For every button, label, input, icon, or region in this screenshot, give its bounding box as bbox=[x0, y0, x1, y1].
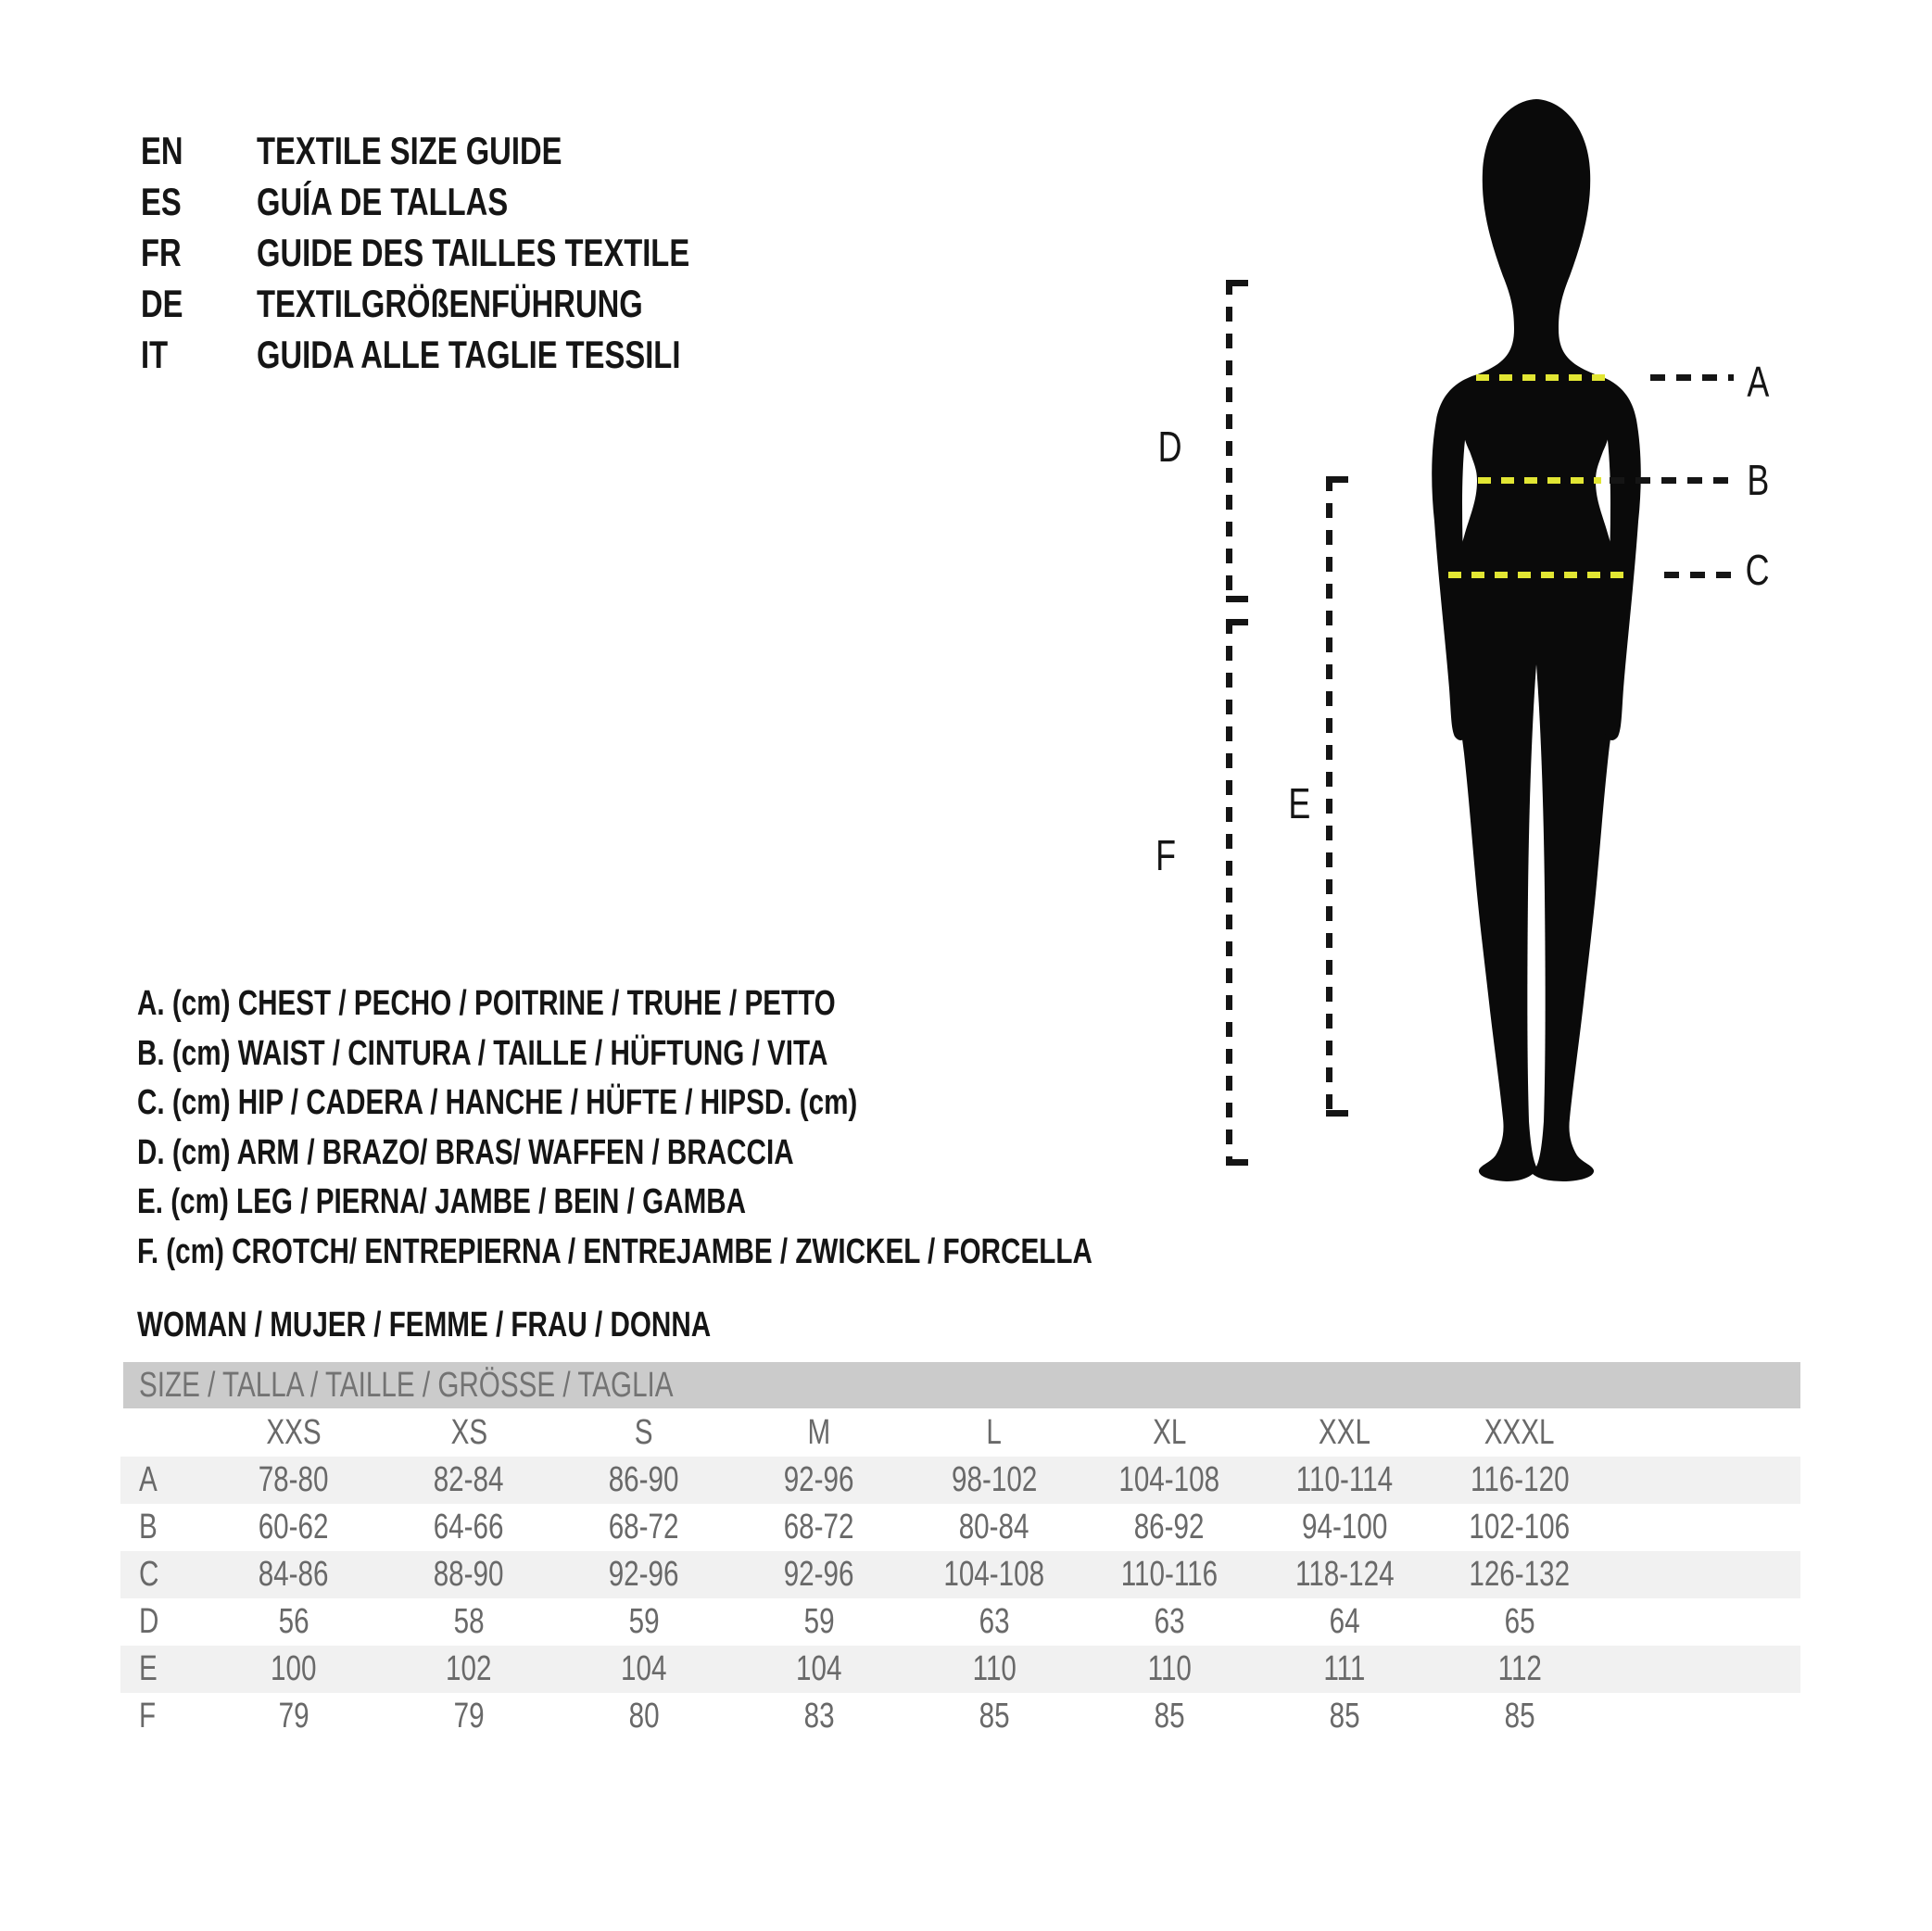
language-code: IT bbox=[141, 333, 169, 376]
legend-crotch: F. (cm) CROTCH/ ENTREPIERNA / ENTREJAMBE / ZWICKEL / FORCELLA bbox=[137, 1232, 1092, 1271]
table-cell: 112 bbox=[1497, 1649, 1542, 1688]
crotch-measure-line bbox=[1226, 619, 1232, 1166]
waist-leader-line bbox=[1610, 477, 1732, 484]
table-cell: 78-80 bbox=[259, 1460, 329, 1499]
leg-measure-bottom-tick bbox=[1326, 1110, 1348, 1117]
column-header: S bbox=[635, 1413, 653, 1452]
arm-measure-bottom-tick bbox=[1226, 596, 1248, 602]
table-cell: 104-108 bbox=[1118, 1460, 1220, 1499]
hip-leader-line bbox=[1664, 572, 1733, 578]
leg-measure-top-tick bbox=[1326, 476, 1348, 483]
table-cell: 86-90 bbox=[609, 1460, 679, 1499]
table-cell: 80 bbox=[628, 1697, 660, 1735]
table-cell: 84-86 bbox=[259, 1555, 329, 1594]
table-cell: 85 bbox=[1154, 1697, 1185, 1735]
chest-measure-line-yellow bbox=[1476, 374, 1615, 381]
table-cell: 100 bbox=[271, 1649, 317, 1688]
table-cell: 82-84 bbox=[434, 1460, 504, 1499]
table-cell: 118-124 bbox=[1294, 1555, 1395, 1594]
column-header: XXXL bbox=[1484, 1413, 1555, 1452]
table-cell: 111 bbox=[1323, 1649, 1366, 1688]
table-cell: 126-132 bbox=[1469, 1555, 1571, 1594]
table-cell: 104 bbox=[621, 1649, 667, 1688]
column-header: XS bbox=[450, 1413, 487, 1452]
marker-e: E bbox=[1288, 779, 1310, 827]
table-cell: 64 bbox=[1329, 1602, 1360, 1641]
table-row bbox=[120, 1551, 1800, 1598]
table-cell: 102-106 bbox=[1469, 1508, 1571, 1546]
table-cell: 86-92 bbox=[1134, 1508, 1205, 1546]
legend-waist: B. (cm) WAIST / CINTURA / TAILLE / HÜFTUNG / VITA bbox=[137, 1034, 828, 1073]
table-cell: 83 bbox=[803, 1697, 835, 1735]
table-cell: 85 bbox=[1504, 1697, 1535, 1735]
gender-title: WOMAN / MUJER / FEMME / FRAU / DONNA bbox=[137, 1306, 712, 1344]
table-cell: 79 bbox=[453, 1697, 485, 1735]
arm-measure-line bbox=[1226, 280, 1232, 602]
table-cell: 59 bbox=[628, 1602, 660, 1641]
table-cell: 68-72 bbox=[609, 1508, 679, 1546]
row-label: E bbox=[139, 1649, 158, 1688]
table-cell: 92-96 bbox=[609, 1555, 679, 1594]
row-label: B bbox=[139, 1508, 158, 1546]
table-row bbox=[120, 1598, 1800, 1646]
language-code: DE bbox=[141, 282, 183, 325]
table-cell: 63 bbox=[979, 1602, 1010, 1641]
table-cell: 116-120 bbox=[1470, 1460, 1570, 1499]
table-cell: 65 bbox=[1504, 1602, 1535, 1641]
waist-measure-line-yellow bbox=[1478, 477, 1601, 484]
language-code: EN bbox=[141, 129, 183, 172]
table-row bbox=[120, 1646, 1800, 1693]
table-cell: 68-72 bbox=[784, 1508, 854, 1546]
marker-f: F bbox=[1155, 831, 1176, 879]
table-cell: 110-114 bbox=[1295, 1460, 1394, 1499]
crotch-measure-bottom-tick bbox=[1226, 1159, 1248, 1166]
table-cell: 63 bbox=[1154, 1602, 1185, 1641]
column-header: L bbox=[986, 1413, 1003, 1452]
chest-leader-line bbox=[1650, 374, 1734, 381]
language-title: TEXTILE SIZE GUIDE bbox=[257, 129, 562, 172]
crotch-measure-top-tick bbox=[1226, 619, 1248, 625]
table-cell: 88-90 bbox=[434, 1555, 504, 1594]
table-cell: 98-102 bbox=[951, 1460, 1038, 1499]
language-code: FR bbox=[141, 231, 182, 274]
column-header: XXL bbox=[1318, 1413, 1371, 1452]
marker-d: D bbox=[1158, 423, 1182, 471]
table-cell: 60-62 bbox=[259, 1508, 329, 1546]
marker-a: A bbox=[1747, 358, 1769, 406]
woman-silhouette bbox=[1427, 97, 1668, 1181]
table-cell: 94-100 bbox=[1301, 1508, 1388, 1546]
table-cell: 64-66 bbox=[434, 1508, 504, 1546]
language-title: GUÍA DE TALLAS bbox=[257, 180, 509, 223]
marker-c: C bbox=[1746, 546, 1770, 594]
marker-b: B bbox=[1747, 456, 1769, 504]
table-cell: 102 bbox=[446, 1649, 492, 1688]
leg-measure-line bbox=[1326, 476, 1332, 1117]
column-header: XL bbox=[1152, 1413, 1187, 1452]
arm-measure-top-tick bbox=[1226, 280, 1248, 286]
column-header: XXS bbox=[266, 1413, 322, 1452]
table-cell: 92-96 bbox=[784, 1460, 854, 1499]
table-cell: 104 bbox=[796, 1649, 842, 1688]
row-label: D bbox=[139, 1602, 159, 1641]
table-cell: 80-84 bbox=[959, 1508, 1029, 1546]
table-cell: 79 bbox=[278, 1697, 309, 1735]
table-cell: 85 bbox=[1329, 1697, 1360, 1735]
row-label: A bbox=[139, 1460, 158, 1499]
table-column-header-row bbox=[120, 1409, 1800, 1457]
legend-leg: E. (cm) LEG / PIERNA/ JAMBE / BEIN / GAMBA bbox=[137, 1182, 747, 1221]
table-cell: 110 bbox=[972, 1649, 1017, 1688]
table-cell: 110 bbox=[1147, 1649, 1192, 1688]
table-row bbox=[120, 1504, 1800, 1551]
hip-measure-line-yellow bbox=[1448, 572, 1624, 578]
language-title: GUIDE DES TAILLES TEXTILE bbox=[257, 231, 690, 274]
language-title: GUIDA ALLE TAGLIE TESSILI bbox=[257, 333, 681, 376]
table-row bbox=[120, 1457, 1800, 1504]
column-header: M bbox=[807, 1413, 831, 1452]
table-cell: 92-96 bbox=[784, 1555, 854, 1594]
language-code: ES bbox=[141, 180, 182, 223]
language-title: TEXTILGRÖßENFÜHRUNG bbox=[257, 282, 643, 325]
table-row bbox=[120, 1693, 1800, 1740]
row-label: C bbox=[139, 1555, 159, 1594]
table-cell: 104-108 bbox=[943, 1555, 1045, 1594]
table-cell: 56 bbox=[278, 1602, 309, 1641]
table-cell: 110-116 bbox=[1120, 1555, 1219, 1594]
table-cell: 59 bbox=[803, 1602, 835, 1641]
legend-arm: D. (cm) ARM / BRAZO/ BRAS/ WAFFEN / BRACCIA bbox=[137, 1133, 794, 1172]
table-cell: 58 bbox=[453, 1602, 485, 1641]
table-header-bar: SIZE / TALLA / TAILLE / GRÖSSE / TAGLIA bbox=[123, 1362, 1800, 1408]
table-cell: 85 bbox=[979, 1697, 1010, 1735]
legend-hip: C. (cm) HIP / CADERA / HANCHE / HÜFTE / HIPSD. (cm) bbox=[137, 1083, 858, 1122]
legend-chest: A. (cm) CHEST / PECHO / POITRINE / TRUHE / PETTO bbox=[137, 984, 836, 1023]
row-label: F bbox=[139, 1697, 157, 1735]
